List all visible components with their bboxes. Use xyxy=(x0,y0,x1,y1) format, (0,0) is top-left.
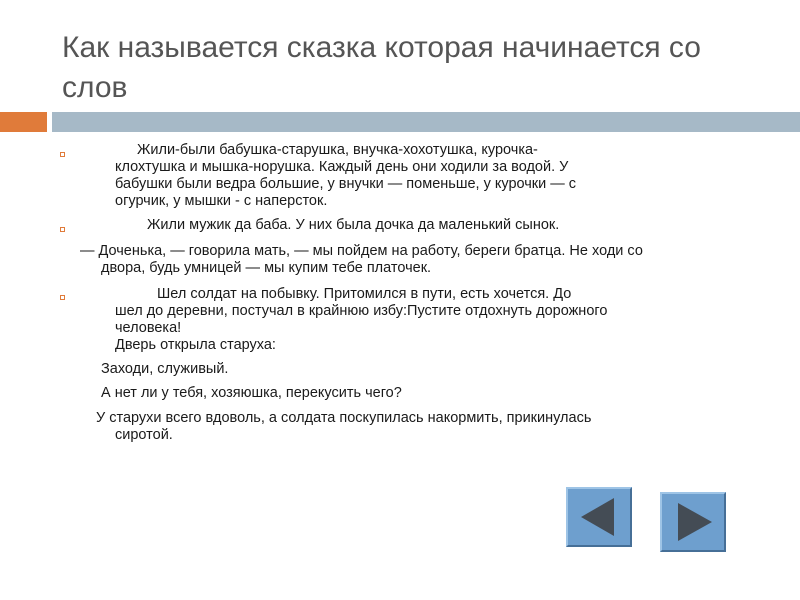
text-line: Заходи, служивый. xyxy=(101,361,229,377)
text-line: У старухи всего вдоволь, а солдата поскупилась накормить, прикинулась xyxy=(96,410,592,426)
triangle-left-icon xyxy=(568,489,630,545)
text-line: А нет ли у тебя, хозяюшка, перекусить чего? xyxy=(101,385,402,401)
bullet-icon xyxy=(60,227,65,232)
text-line: человека! xyxy=(115,320,182,336)
bullet-icon xyxy=(60,295,65,300)
text-line: — Доченька, — говорила мать, — мы пойдем на работу, береги братца. Не ходи со xyxy=(80,243,643,259)
text-line: бабушки были ведра большие, у внучки — поменьше, у курочки — с xyxy=(115,176,577,192)
text-line: сиротой. xyxy=(115,427,173,443)
next-slide-button[interactable] xyxy=(660,492,726,552)
text-line: Жили мужик да баба. У них была дочка да маленький сынок. xyxy=(147,217,560,233)
text-line: шел до деревни, постучал в крайнюю избу:Пустите отдохнуть дорожного xyxy=(115,303,608,319)
text-line: Жили-были бабушка-старушка, внучка-хохотушка, курочка- xyxy=(137,142,538,158)
text-line: Шел солдат на побывку. Притомился в пути, есть хочется. До xyxy=(157,286,572,302)
text-line: клохтушка и мышка-норушка. Каждый день они ходили за водой. У xyxy=(115,159,569,175)
slide-title: Как называется сказка которая начинается со слов xyxy=(62,31,701,104)
text-line: огурчик, у мышки - с наперсток. xyxy=(115,193,328,209)
triangle-right-icon xyxy=(662,494,724,550)
bullet-icon xyxy=(60,152,65,157)
prev-slide-button[interactable] xyxy=(566,487,632,547)
text-line: двора, будь умницей — мы купим тебе платочек. xyxy=(101,260,432,276)
text-line: Дверь открыла старуха: xyxy=(115,337,276,353)
